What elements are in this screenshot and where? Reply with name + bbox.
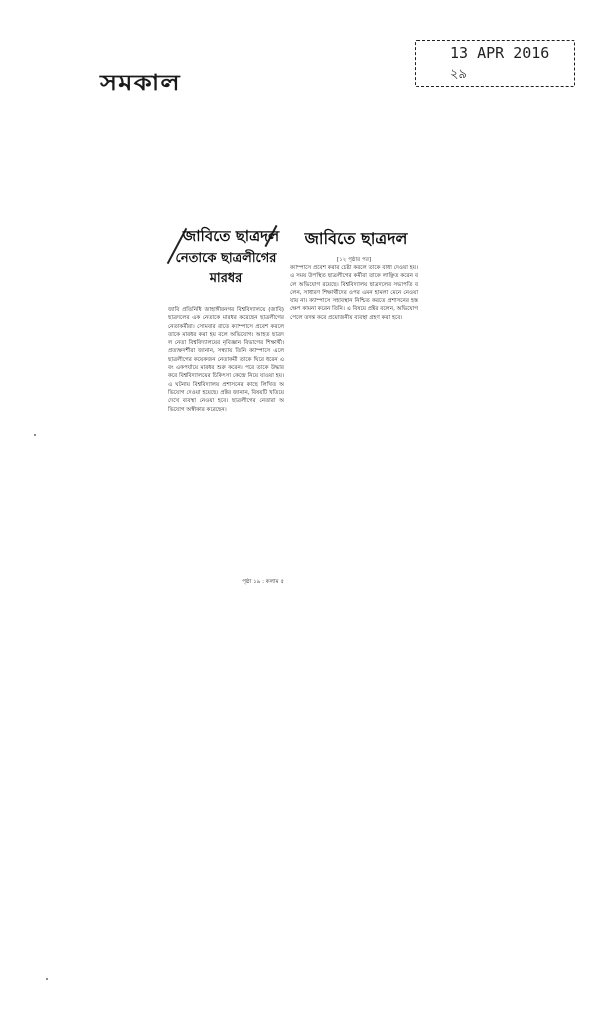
article-body: জাবি প্রতিনিধি জাহাঙ্গীরনগর বিশ্ববিদ্যালয়ে (জাবি) ছাত্রদলের এক নেতাকে মারধর করেছেন ছাত্রলীগের নেতাকর্মীরা। সোমবার রাতে ক্যাম্পাসে প্রবেশ করলে তাকে মারধর করা হয় বলে অভিযোগ। আহত ছাত্রদল নেতা বিশ্ববিদ্যালয়ের নৃবিজ্ঞান বিভাগের শিক্ষার্থী। প্রত্যক্ষদর্শীরা জানান, সন্ধ্যায় তিনি ক্যাম্পাসে এলে ছাত্রলীগের কয়েকজন নেতাকর্মী তাকে ঘিরে ধরেন এবং একপর্যায়ে মারধর শুরু করেন। পরে তাকে উদ্ধার করে বিশ্ববিদ্যালয়ের চিকিৎসা কেন্দ্রে নিয়ে যাওয়া হয়। এ ঘটনায় বিশ্ববিদ্যালয় প্রশাসনের কাছে লিখিত অভিযোগ দেওয়া হয়েছে। প্রক্টর জানান, বিষয়টি খতিয়ে দেখে ব্যবস্থা নেওয়া হবে। ছাত্রলীগের নেতারা অভিযোগ অস্বীকার করেছেন।: [168, 307, 284, 413]
scan-speck: [34, 434, 36, 436]
continued-article-headline: জাবিতে ছাত্রদল: [304, 229, 408, 248]
newspaper-masthead: সমকাল: [100, 70, 181, 96]
continued-dateline: [১২ পৃষ্ঠার পর]: [336, 257, 372, 263]
continued-article-body: ক্যাম্পাসে প্রবেশ করার চেষ্টা করলে তাকে বাধা দেওয়া হয়। এ সময় উপস্থিত ছাত্রলীগের কর্মীরা তাকে লাঞ্ছিত করেন বলে অভিযোগ রয়েছে। বিশ্ববিদ্যালয় ছাত্রদলের সভাপতি বলেন, সাধারণ শিক্ষার্থীদের ওপর এমন হামলা মেনে নেওয়া যায় না। ক্যাম্পাসে সহাবস্থান নিশ্চিত করতে প্রশাসনের হস্তক্ষেপ কামনা করেন তিনি। এ বিষয়ে প্রক্টর বলেন, অভিযোগ পেলে তদন্ত করে প্রয়োজনীয় ব্যবস্থা গ্রহণ করা হবে।: [290, 265, 418, 321]
scan-speck: [46, 978, 48, 980]
news-clipping-right: [290, 228, 418, 438]
news-clipping-left: [168, 228, 284, 588]
article-headline-line2: নেতাকে ছাত্রলীগের: [175, 251, 277, 266]
article-continuation: পৃষ্ঠা ১৯ : কলাম ৫: [242, 579, 284, 585]
stamp-page: ২৯: [450, 67, 467, 82]
stamp-date: 13 APR 2016: [450, 44, 550, 62]
date-stamp: [415, 40, 575, 87]
article-headline-line3: মারধর: [209, 271, 243, 286]
article-headline-line1: জাবিতে ছাত্রদল: [182, 227, 280, 245]
